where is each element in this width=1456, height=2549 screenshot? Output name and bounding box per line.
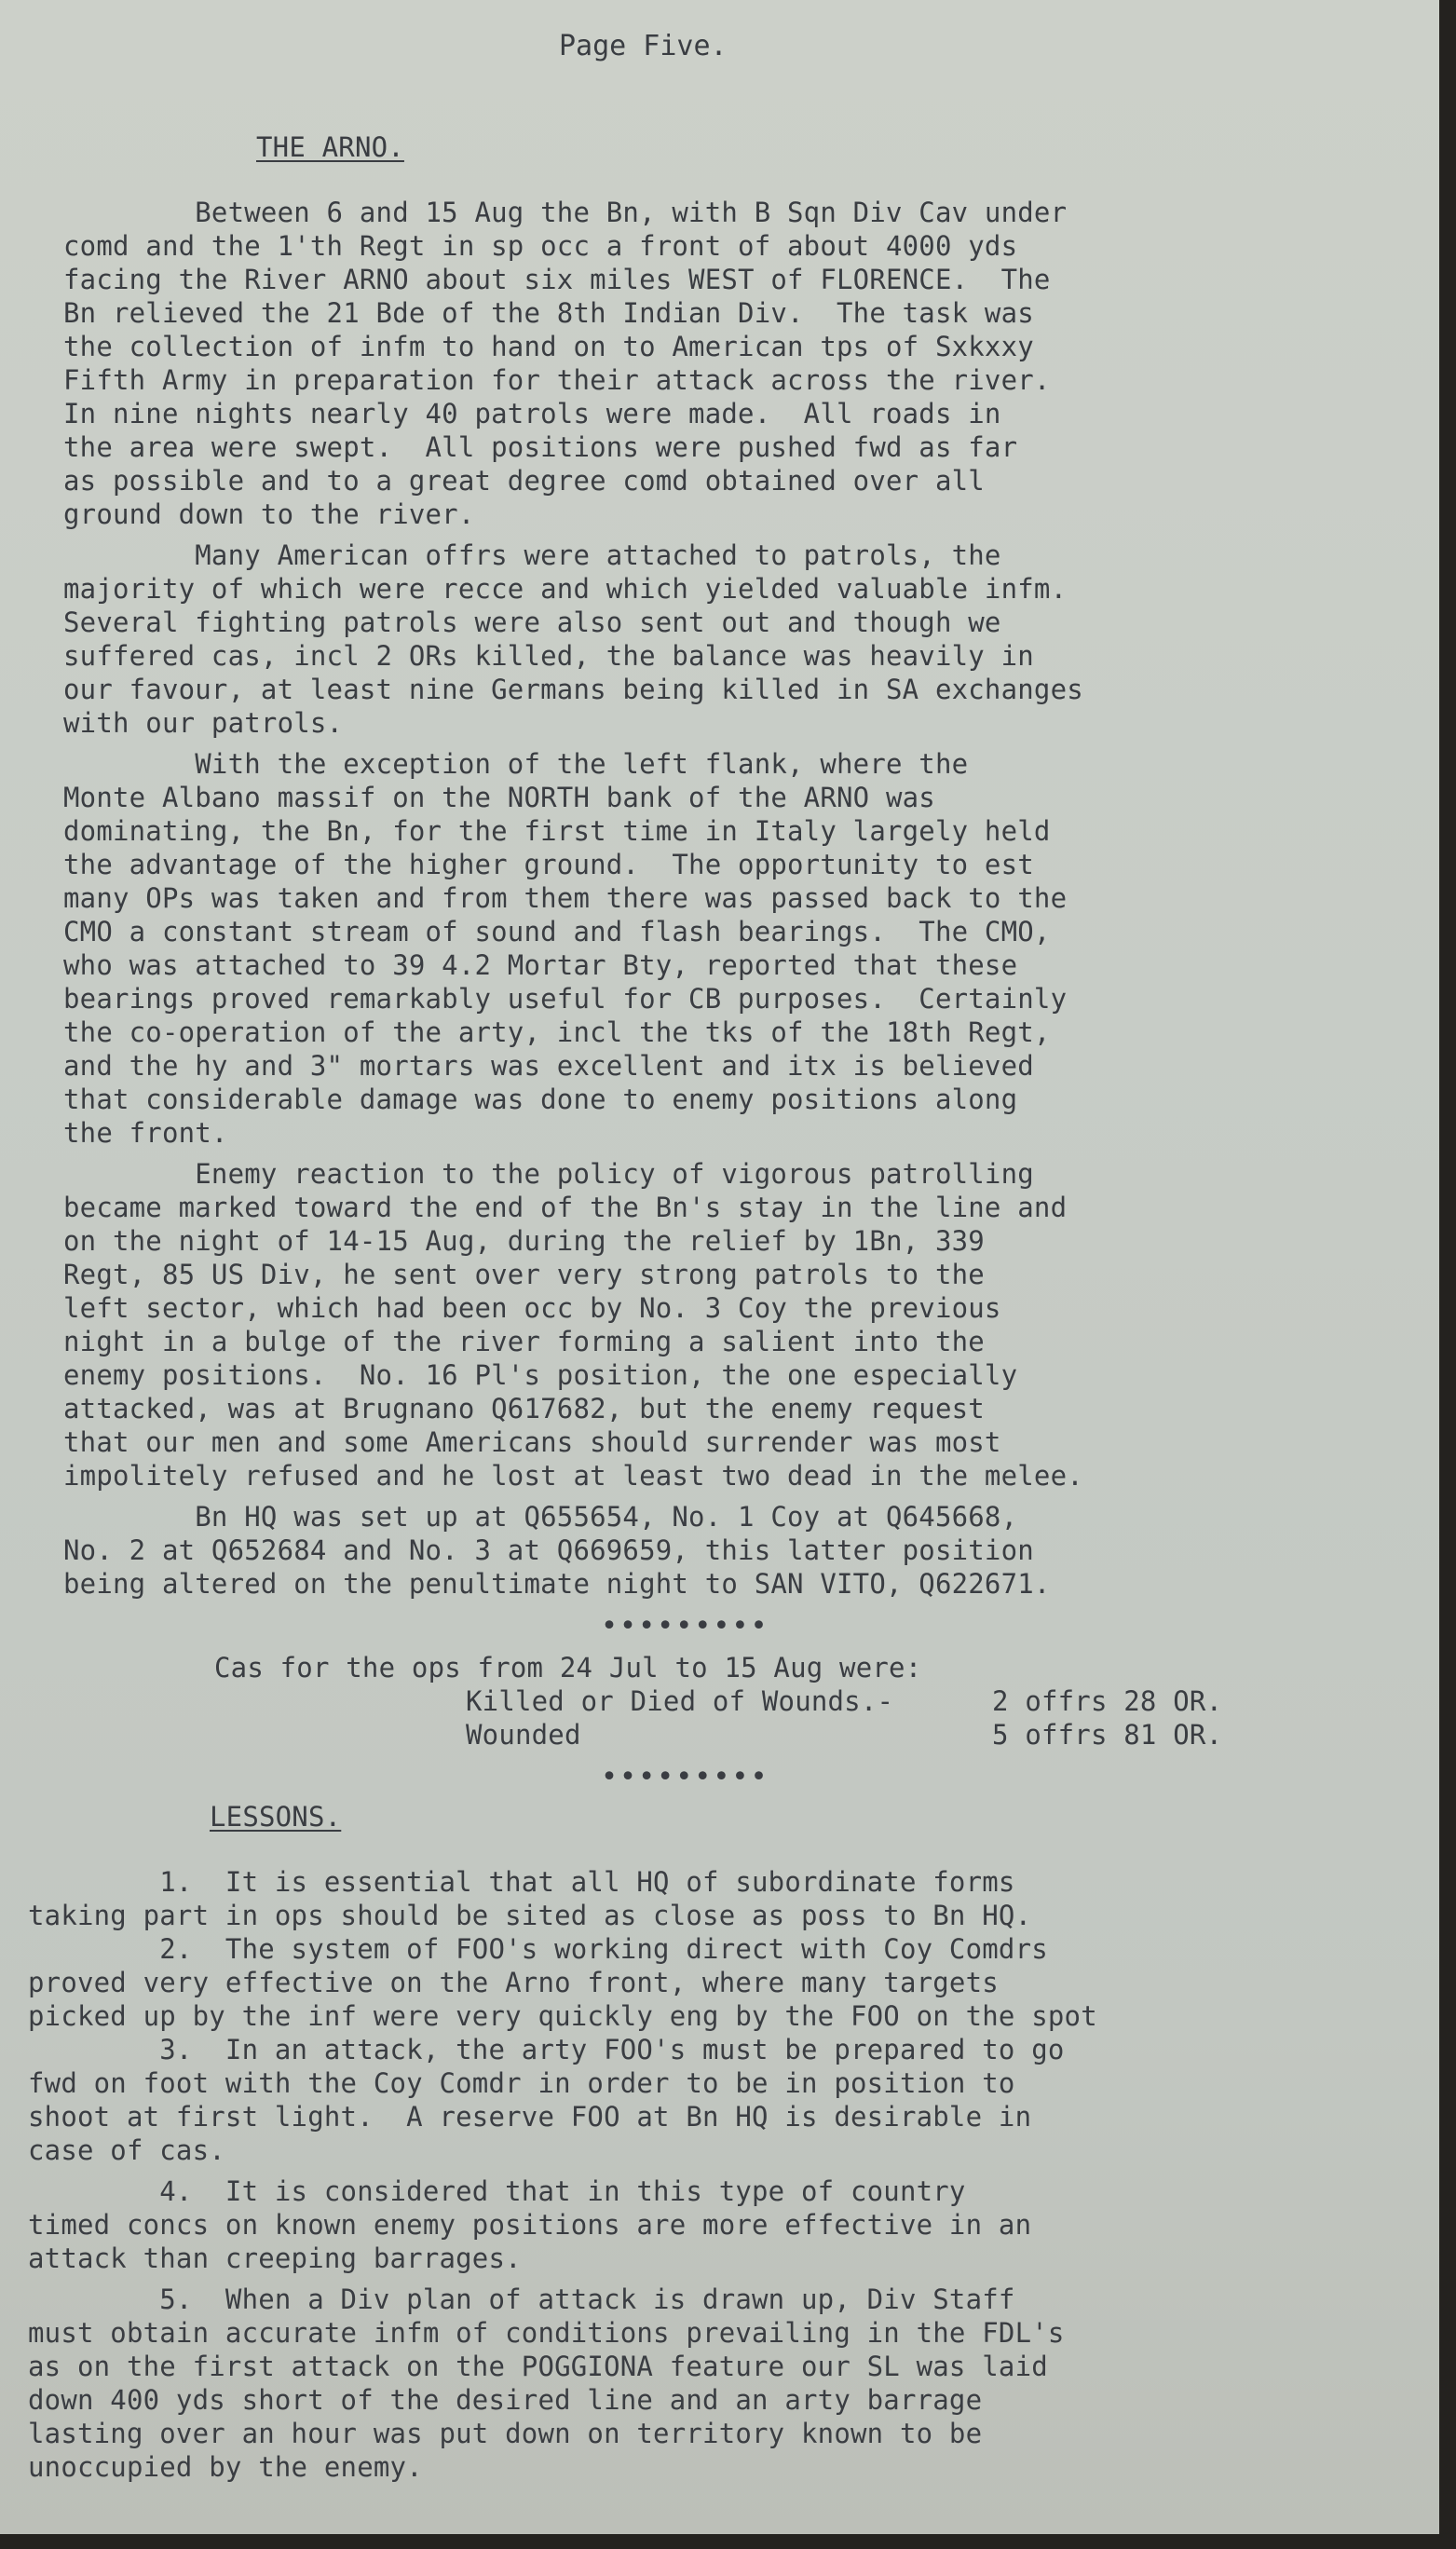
- text-line: No. 2 at Q652684 and No. 3 at Q669659, this latter position: [63, 1534, 1034, 1566]
- text-line: night in a bulge of the river forming a salient into the: [63, 1326, 985, 1357]
- text-line: Several fighting patrols were also sent out and though we: [63, 607, 1001, 638]
- page-bottom-shadow: [0, 2534, 1456, 2549]
- text-line: left sector, which had been occ by No. 3 Coy the previous: [63, 1292, 1001, 1324]
- text-line: 1. It is essential that all HQ of subordinate forms: [28, 1866, 1015, 1898]
- text-line: and the hy and 3" mortars was excellent and itx is believed: [63, 1050, 1034, 1082]
- text-line: suffered cas, incl 2 ORs killed, the balance was heavily in: [63, 640, 1034, 672]
- text-line: that our men and some Americans should surrender was most: [63, 1426, 1001, 1458]
- text-line: down 400 yds short of the desired line and an arty barrage: [28, 2384, 983, 2416]
- text-line: became marked toward the end of the Bn's stay in the line and: [63, 1192, 1068, 1223]
- text-line: the area were swept. All positions were pushed fwd as far: [63, 431, 1018, 463]
- text-line: with our patrols.: [63, 707, 344, 739]
- text-line: CMO a constant stream of sound and flash bearings. The CMO,: [63, 916, 1051, 947]
- text-line: as on the first attack on the POGGIONA feature our SL was laid: [28, 2351, 1048, 2382]
- text-line: our favour, at least nine Germans being killed in SA exchanges: [63, 674, 1083, 705]
- text-line: the front.: [63, 1117, 228, 1149]
- text-line: the collection of infm to hand on to American tps of Sxkxxy: [63, 331, 1034, 362]
- text-line: 4. It is considered that in this type of country: [28, 2175, 966, 2207]
- text-line: unoccupied by the enemy.: [28, 2451, 423, 2483]
- text-line: attacked, was at Brugnano Q617682, but the enemy request: [63, 1393, 985, 1424]
- casualty-label: Killed or Died of Wounds.-: [466, 1685, 894, 1717]
- text-line: many OPs was taken and from them there was passed back to the: [63, 882, 1068, 914]
- text-line: Enemy reaction to the policy of vigorous patrolling: [63, 1158, 1034, 1190]
- text-line: Many American offrs were attached to patrols, the: [63, 539, 1001, 571]
- text-line: 5. When a Div plan of attack is drawn up, Div Staff: [28, 2283, 1015, 2315]
- text-line: With the exception of the left flank, where the: [63, 748, 969, 780]
- casualty-value: 2 offrs 28 OR.: [992, 1685, 1223, 1717]
- text-line: taking part in ops should be sited as close as poss to Bn HQ.: [28, 1900, 1032, 1931]
- text-line: Regt, 85 US Div, he sent over very strong patrols to the: [63, 1259, 985, 1290]
- text-line: picked up by the inf were very quickly eng by the FOO on the spot: [28, 2000, 1097, 2032]
- text-line: proved very effective on the Arno front, where many targets: [28, 1967, 999, 1998]
- text-line: majority of which were recce and which yielded valuable infm.: [63, 573, 1068, 605]
- text-line: Bn HQ was set up at Q655654, No. 1 Coy at Q645668,: [63, 1501, 1018, 1533]
- text-line: attack than creeping barrages.: [28, 2242, 522, 2274]
- separator-dots: •••••••••: [601, 1761, 769, 1793]
- text-line: as possible and to a great degree comd obtained over all: [63, 465, 985, 497]
- text-line: ground down to the river.: [63, 498, 475, 530]
- text-line: comd and the 1'th Regt in sp occ a front of about 4000 yds: [63, 230, 1018, 262]
- text-line: Between 6 and 15 Aug the Bn, with B Sqn Div Cav under: [63, 197, 1068, 228]
- text-line: who was attached to 39 4.2 Mortar Bty, reported that these: [63, 949, 1018, 981]
- separator-dots: •••••••••: [601, 1610, 769, 1643]
- text-line: 2. The system of FOO's working direct with Coy Comdrs: [28, 1933, 1048, 1965]
- text-line: In nine nights nearly 40 patrols were made. All roads in: [63, 398, 1001, 429]
- text-line: being altered on the penultimate night to SAN VITO, Q622671.: [63, 1568, 1051, 1600]
- text-line: timed concs on known enemy positions are more effective in an: [28, 2209, 1032, 2241]
- text-line: the advantage of the higher ground. The opportunity to est: [63, 849, 1034, 880]
- text-line: on the night of 14-15 Aug, during the relief by 1Bn, 339: [63, 1225, 985, 1257]
- text-line: dominating, the Bn, for the first time in Italy largely held: [63, 815, 1051, 847]
- casualty-label: Wounded: [466, 1719, 581, 1751]
- text-line: that considerable damage was done to enemy positions along: [63, 1084, 1018, 1115]
- text-line: must obtain accurate infm of conditions prevailing in the FDL's: [28, 2317, 1065, 2349]
- text-line: 3. In an attack, the arty FOO's must be prepared to go: [28, 2034, 1065, 2065]
- section-heading-arno: THE ARNO.: [256, 131, 404, 163]
- page-edge-shadow: [1439, 0, 1456, 2549]
- text-line: Fifth Army in preparation for their attack across the river.: [63, 364, 1051, 396]
- text-line: facing the River ARNO about six miles WEST of FLORENCE. The: [63, 264, 1051, 295]
- text-line: Monte Albano massif on the NORTH bank of the ARNO was: [63, 782, 935, 813]
- text-line: impolitely refused and he lost at least two dead in the melee.: [63, 1460, 1083, 1492]
- text-line: case of cas.: [28, 2134, 225, 2166]
- text-line: bearings proved remarkably useful for CB purposes. Certainly: [63, 983, 1068, 1015]
- text-line: enemy positions. No. 16 Pl's position, the one especially: [63, 1359, 1018, 1391]
- text-line: shoot at first light. A reserve FOO at Bn HQ is desirable in: [28, 2101, 1032, 2133]
- text-line: Bn relieved the 21 Bde of the 8th Indian Div. The task was: [63, 297, 1034, 329]
- casualty-value: 5 offrs 81 OR.: [992, 1719, 1223, 1751]
- text-line: fwd on foot with the Coy Comdr in order to be in position to: [28, 2067, 1015, 2099]
- text-line: lasting over an hour was put down on territory known to be: [28, 2418, 983, 2449]
- text-line: the co-operation of the arty, incl the tks of the 18th Regt,: [63, 1016, 1051, 1048]
- page-title: Page Five.: [559, 30, 728, 62]
- casualties-intro: Cas for the ops from 24 Jul to 15 Aug were:: [214, 1652, 922, 1683]
- section-heading-lessons: LESSONS.: [210, 1801, 342, 1833]
